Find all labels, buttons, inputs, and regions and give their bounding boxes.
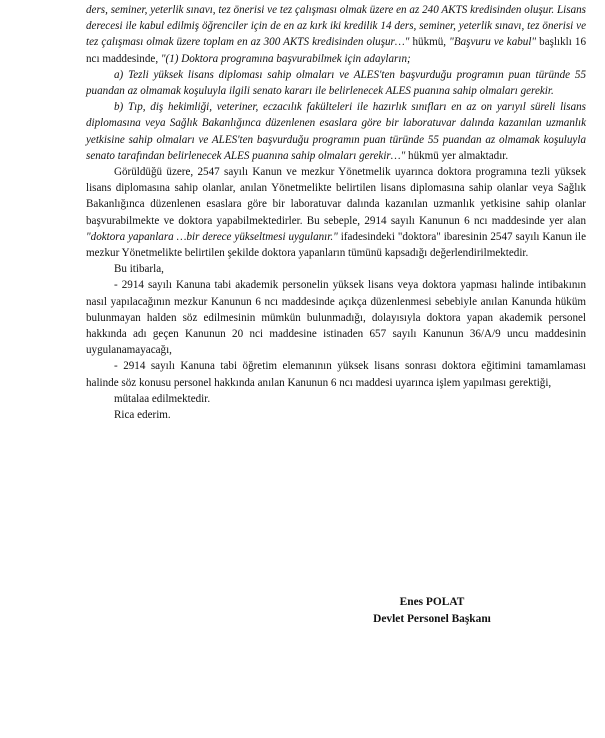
assessment-paragraph — [86, 164, 586, 261]
intro-article-quote: "(1) Doktora programına başvurabilmek için adayların; — [160, 52, 411, 65]
rica-line: Rica ederim. — [114, 409, 171, 422]
assessment-text: Görüldüğü üzere, 2547 sayılı Kanun ve mezkur Yönetmelik uyarınca doktora programına tezli yüksek lisans diplomasına sahip olanlar, anılan Yönetmelikte belirtilen lisans diplomasına sahip olanlar veya Sağlık Bakanlığınca düzenlenen esaslara göre bir laboratuvar dalında kazanılan uzmanlık yetkisine sahip olanlar başvurabilmekte ve doktora yapabilmektedirler. Bu sebeple, 2914 sayılı Kanunun 6 ncı maddesinde yer alan — [86, 166, 586, 227]
assessment-quote: "doktora yapanlara …bir derece yükseltmesi uygulanır." — [86, 230, 338, 243]
bullet-1-paragraph: - 2914 sayılı Kanuna tabi akademik personelin yüksek lisans veya doktora yapması halinde intibakının nasıl yapılacağının mezkur Kanunun 6 ncı maddesinde açıkça düzenlenmesi sebebiyle anılan Kanunda hüküm bulunmayan halden söz edilmesinin mümkün bulunmadığı, dolayısıyla doktora yapan akademik personel hakkında adı geçen Kanunun 20 nci maddesine istinaden 657 sayılı Kanunun 36/A/9 uncu maddesinin uygulanamayacağı, — [86, 279, 586, 357]
bullet-2-paragraph: - 2914 sayılı Kanuna tabi öğretim elemanının yüksek lisans sonrası doktora eğitimini tamamlaması halinde söz konusu personel hakkında anılan Kanunun 6 ncı maddesi uyarınca işlem yapılması gerektiği, — [86, 360, 586, 389]
signatory-title: Devlet Personel Başkanı — [373, 613, 491, 625]
item-b-text: hükmü yer almaktadır. — [405, 149, 509, 162]
signature-block — [362, 594, 502, 628]
item-b-paragraph — [86, 99, 586, 164]
intro-paragraph — [86, 2, 586, 67]
signatory-name: Enes POLAT — [399, 596, 465, 608]
document-body — [86, 2, 586, 423]
assessment-text-2: ifadesindeki "doktora" ibaresinin 2547 sayılı Kanun ile mezkur Yönetmelikte belirtilen şekilde doktora yapanların tümünü kapsadığı değerlendirilmektedir. — [86, 230, 587, 260]
intro-text-2: başlıklı 16 ncı maddesinde, — [86, 36, 586, 65]
intro-text: hükmü, — [409, 36, 450, 49]
bu-itibarla-line: Bu itibarla, — [114, 263, 164, 276]
intro-heading-quote: "Başvuru ve kabul" — [449, 36, 537, 49]
item-b-quote: b) Tıp, diş hekimliği, veteriner, eczacılık fakülteleri ile hazırlık sınıfları en az on yarıyıl süreli lisans diplomasına veya Sağlık Bakanlığınca düzenlenen esaslara göre bir laboratuvar dalında kazanılan uzmanlık yetkisine sahip olmaları ve ALES'ten başvurduğu programın puan türünde 55 puandan az olmamak koşuluyla senato tarafından belirlenecek ALES puanına sahip olmaları gerekir…" — [86, 101, 586, 162]
item-a-paragraph: a) Tezli yüksek lisans diploması sahip olmaları ve ALES'ten başvurduğu programın puan türünde 55 puandan az olmamak koşuluyla ilgili senato kararı ile belirlenecek ALES puanına sahip olmaları gerekir. — [86, 68, 586, 98]
mutalaa-line: mütalaa edilmektedir. — [114, 392, 211, 405]
intro-quote-text: ders, seminer, yeterlik sınavı, tez önerisi ve tez çalışması olmak üzere en az 240 AKTS kredisinden oluşur. Lisans derecesi ile kabul edilmiş öğrenciler için de en az kırk iki kredilik 14 ders, seminer, yeterlik sınavı, tez önerisi ve tez çalışması olmak üzere toplam en az 300 AKTS kredisinden oluşur…" — [86, 4, 586, 49]
